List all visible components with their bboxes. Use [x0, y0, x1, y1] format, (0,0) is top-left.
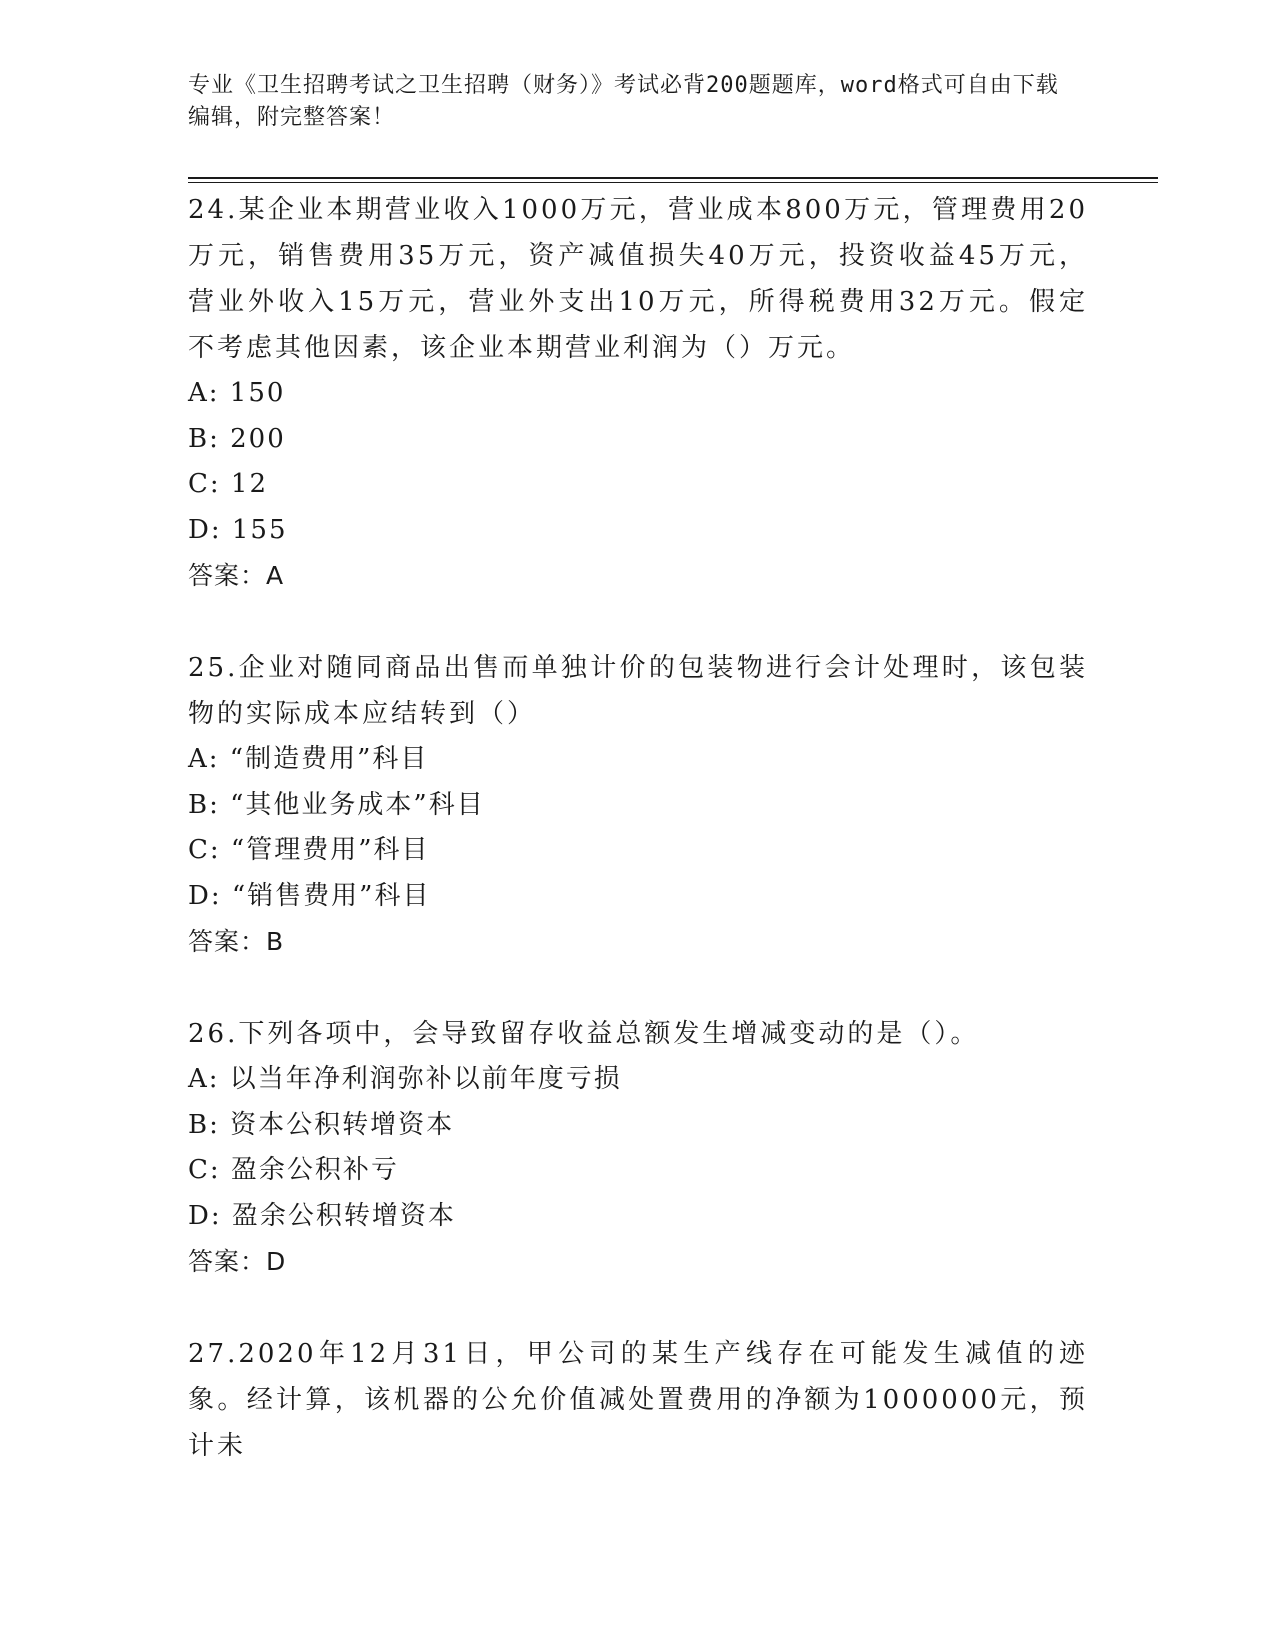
question-stem: 26.下列各项中，会导致留存收益总额发生增减变动的是（）。 — [188, 1019, 980, 1049]
option-a: A: 150 — [188, 378, 286, 408]
option-d: D: “销售费用”科目 — [188, 880, 431, 911]
answer-label: 答案：B — [188, 927, 285, 956]
question-stem: 27.2020年12月31日，甲公司的某生产线存在可能发生减值的迹象。经计算，该机器的公允价值减处置费用的净额为1000000元，预计未 — [188, 1339, 1088, 1461]
option-d: D: 155 — [188, 514, 288, 545]
header-divider-thin — [188, 182, 1158, 183]
question-24 — [188, 187, 1088, 599]
question-stem: 25.企业对随同商品出售而单独计价的包装物进行会计处理时，该包装物的实际成本应结转到（） — [188, 653, 1088, 729]
option-a: A: “制造费用”科目 — [188, 744, 429, 774]
option-d: D: 盈余公积转增资本 — [188, 1200, 456, 1231]
header-divider — [188, 177, 1158, 179]
option-c: C: “管理费用”科目 — [188, 835, 430, 865]
question-list — [188, 187, 1088, 1469]
option-b: B: 资本公积转增资本 — [188, 1109, 455, 1140]
question-spacer — [188, 1285, 1088, 1331]
option-c: C: 12 — [188, 469, 269, 499]
question-25 — [188, 645, 1088, 965]
question-spacer — [188, 965, 1088, 1011]
option-a: A: 以当年净利润弥补以前年度亏损 — [188, 1064, 622, 1094]
question-27 — [188, 1331, 1088, 1469]
option-b: B: “其他业务成本”科目 — [188, 789, 485, 820]
option-b: B: 200 — [188, 423, 286, 454]
option-c: C: 盈余公积补亏 — [188, 1155, 399, 1185]
question-spacer — [188, 599, 1088, 645]
document-header: 专业《卫生招聘考试之卫生招聘（财务）》考试必背200题题库，word格式可自由下载编辑，附完整答案！ — [188, 73, 1059, 130]
question-stem: 24.某企业本期营业收入1000万元，营业成本800万元，管理费用20万元，销售费用35万元，资产减值损失40万元，投资收益45万元，营业外收入15万元，营业外支出10万元，所得税费用32万元。假定不考虑其他因素，该企业本期营业利润为（）万元。 — [188, 195, 1088, 363]
question-26 — [188, 1011, 1088, 1285]
answer-label: 答案：A — [188, 561, 285, 590]
answer-label: 答案：D — [188, 1247, 287, 1276]
